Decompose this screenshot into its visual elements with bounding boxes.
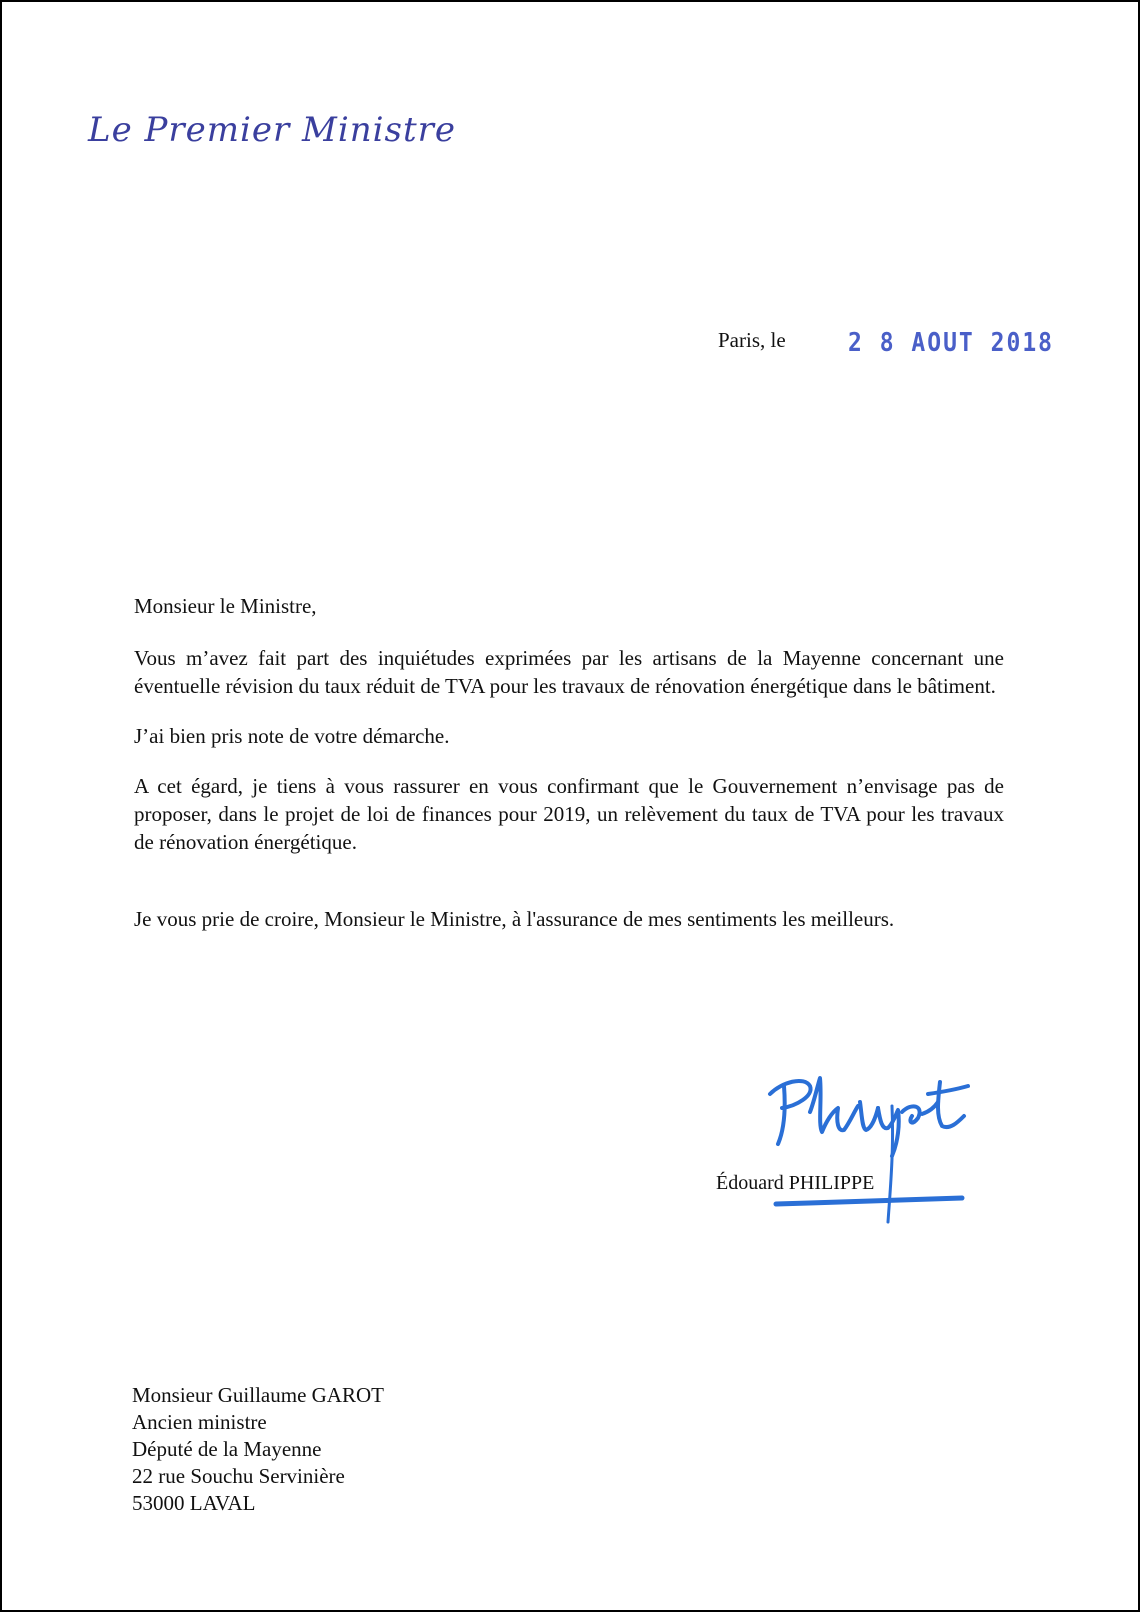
body-paragraph: A cet égard, je tiens à vous rassurer en vous confirmant que le Gouvernement n’envisage pas de proposer, dans le projet de loi de finances pour 2019, un relèvement du taux de TVA pour les travaux de rénovation énergétique.: [134, 774, 1004, 854]
body-paragraph: J’ai bien pris note de votre démarche.: [134, 724, 450, 748]
address-line: 22 rue Souchu Servinière: [132, 1464, 345, 1488]
signatory-name: Édouard PHILIPPE: [716, 1172, 875, 1194]
letterhead-title: Le Premier Ministre: [88, 110, 456, 150]
recipient-address: [132, 1382, 384, 1517]
closing-formula: Je vous prie de croire, Monsieur le Ministre, à l'assurance de mes sentiments les meilleurs.: [134, 907, 895, 931]
handwritten-signature: [762, 1072, 1002, 1262]
address-line: Député de la Mayenne: [132, 1437, 322, 1461]
date-place: Paris, le: [718, 328, 786, 352]
address-line: Monsieur Guillaume GAROT: [132, 1383, 384, 1407]
date-stamp: 2 8 AOUT 2018: [848, 328, 1055, 358]
address-line: 53000 LAVAL: [132, 1491, 256, 1515]
address-line: Ancien ministre: [132, 1410, 267, 1434]
body-paragraph: Vous m’avez fait part des inquiétudes exprimées par les artisans de la Mayenne concernant une éventuelle révision du taux réduit de TVA pour les travaux de rénovation énergétique dans le bâtiment.: [134, 646, 1004, 698]
salutation: Monsieur le Ministre,: [134, 594, 317, 618]
letter-body: [134, 644, 1004, 878]
